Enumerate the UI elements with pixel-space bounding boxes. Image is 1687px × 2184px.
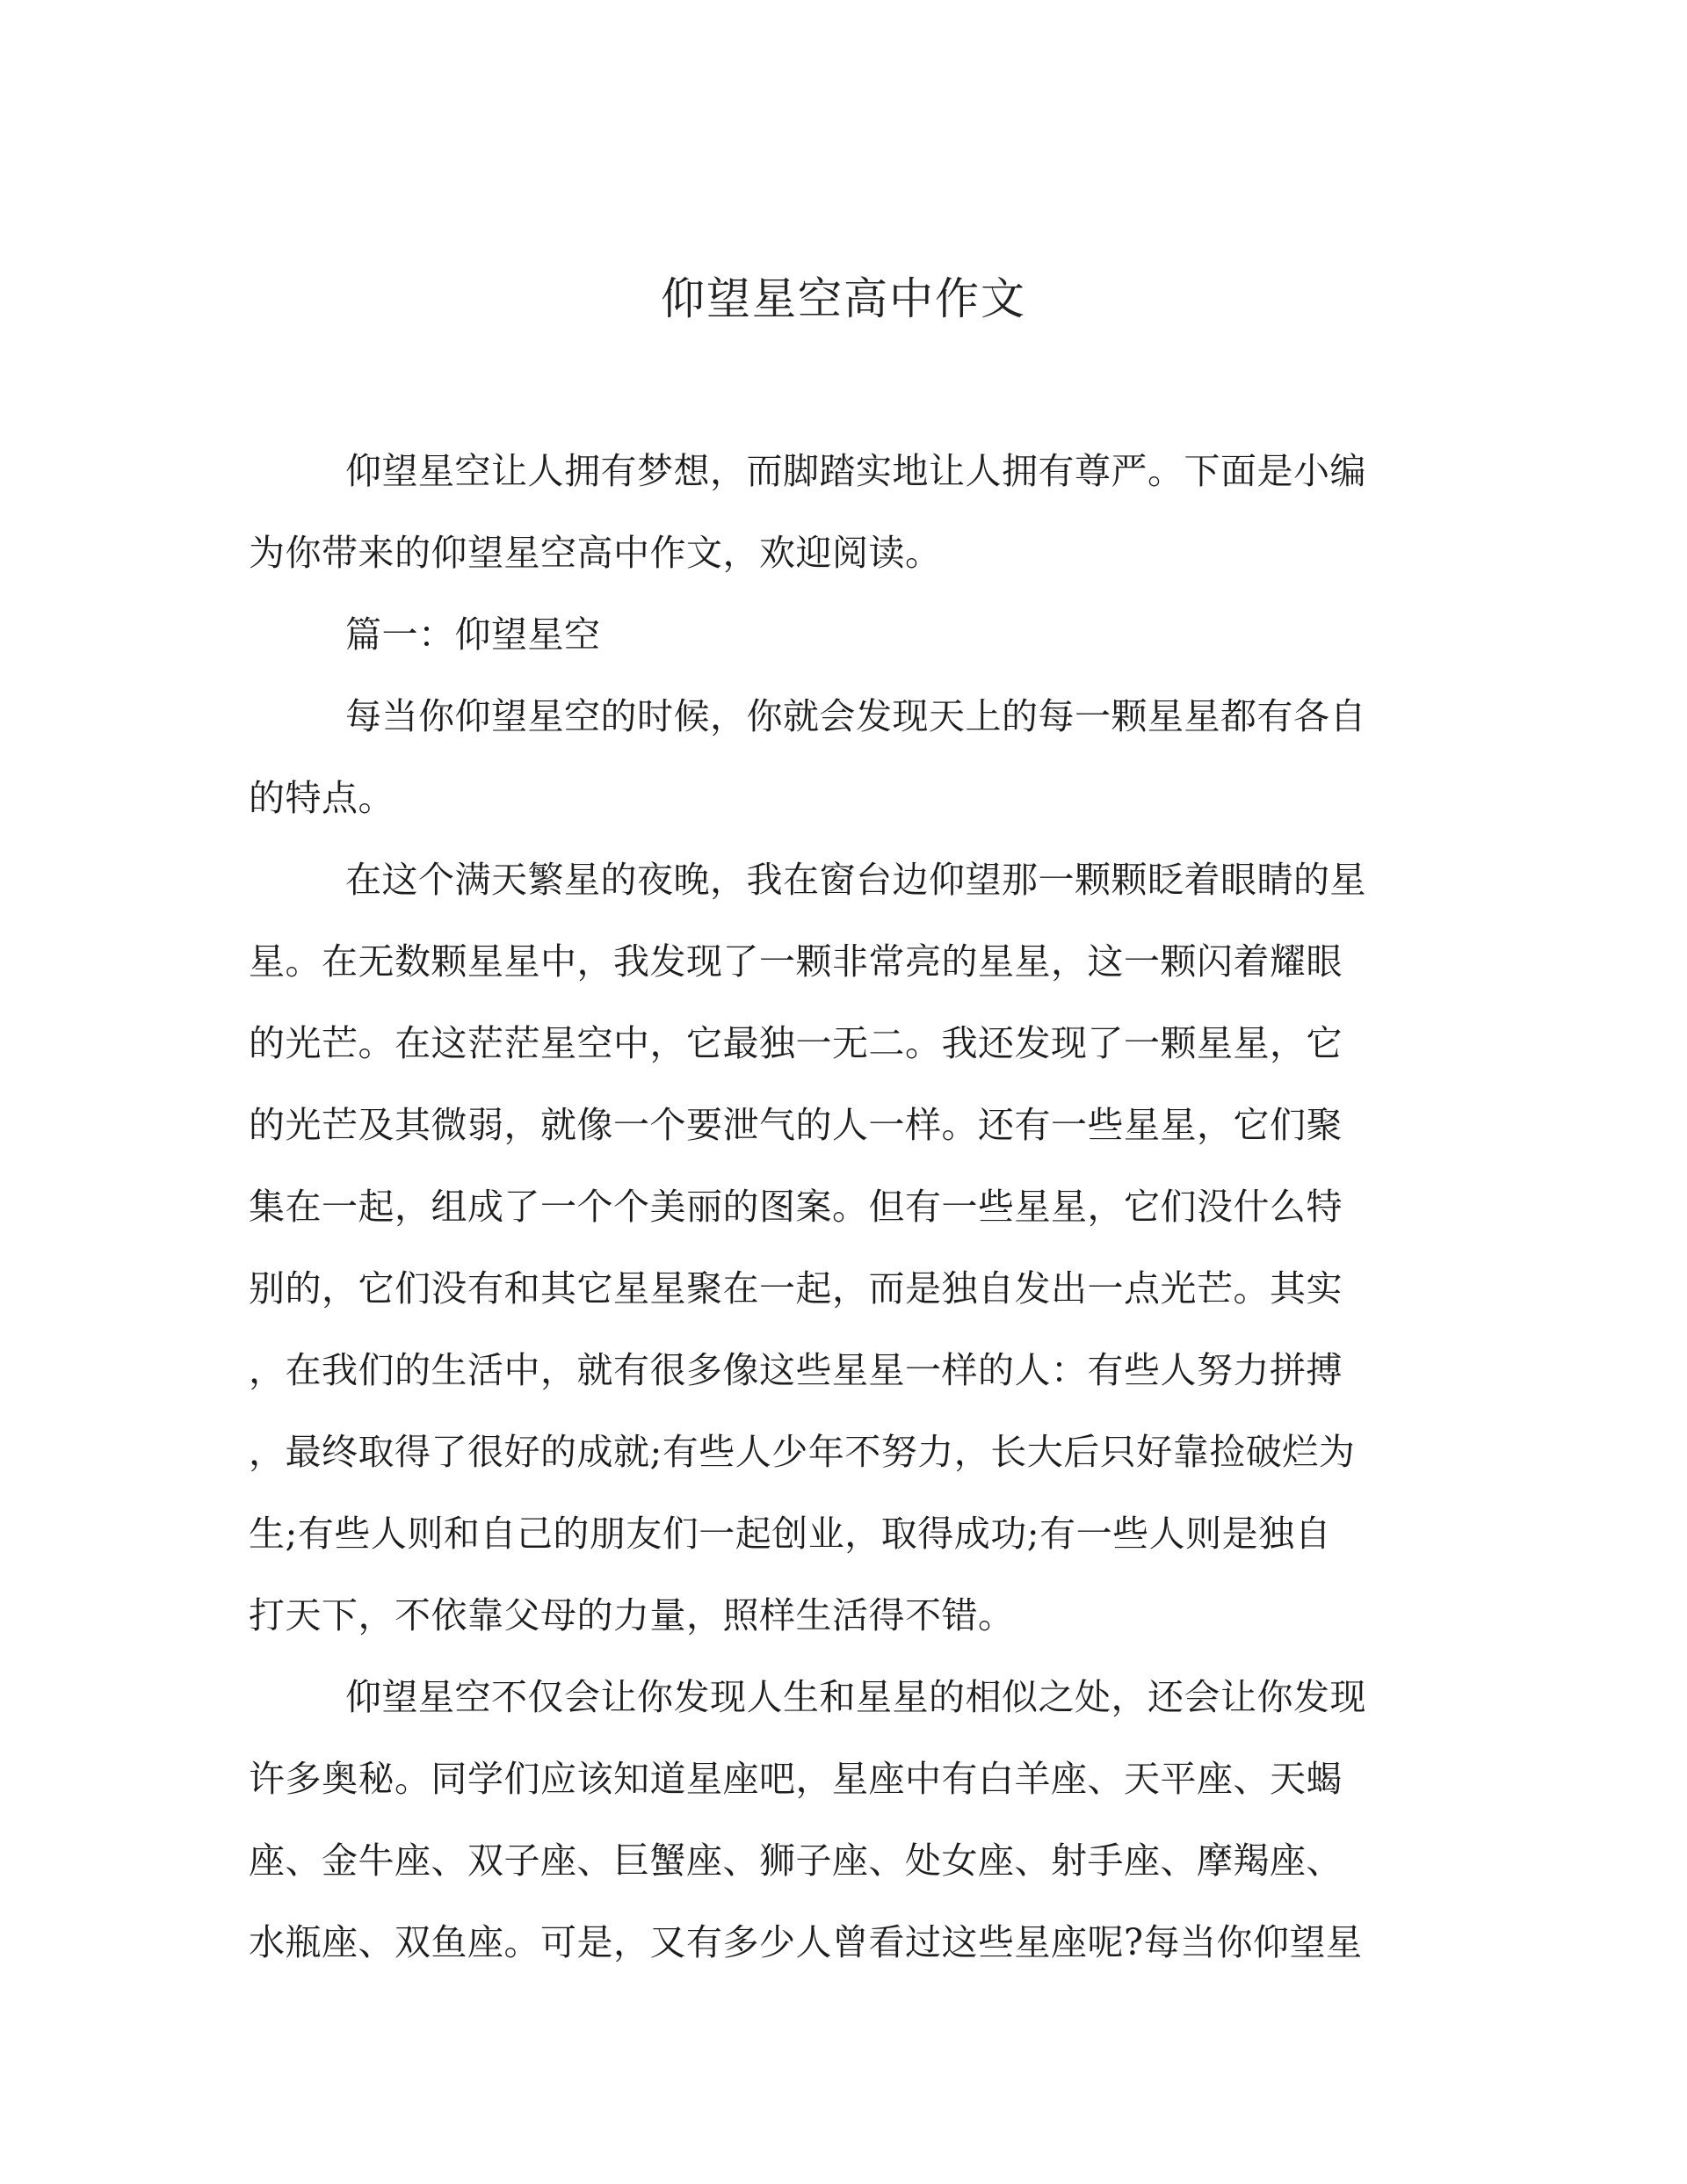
- text-line: 别的，它们没有和其它星星聚在一起，而是独自发出一点光芒。其实: [249, 1267, 1343, 1310]
- text-line: 水瓶座、双鱼座。可是，又有多少人曾看过这些星座呢?每当你仰望星: [249, 1921, 1363, 1963]
- text-line: 为你带来的仰望星空高中作文，欢迎阅读。: [249, 532, 942, 574]
- text-line: 篇一：仰望星空: [345, 613, 601, 656]
- text-line: 在这个满天繁星的夜晚，我在窗台边仰望那一颗颗眨着眼睛的星: [345, 859, 1366, 901]
- text-line: 的光芒。在这茫茫星空中，它最独一无二。我还发现了一颗星星，它: [249, 1022, 1343, 1064]
- text-line: 座、金牛座、双子座、巨蟹座、狮子座、处女座、射手座、摩羯座、: [249, 1839, 1343, 1882]
- text-line: 许多奥秘。同学们应该知道星座吧，星座中有白羊座、天平座、天蝎: [249, 1758, 1343, 1800]
- text-line: 仰望星空让人拥有梦想，而脚踏实地让人拥有尊严。下面是小编: [345, 450, 1366, 492]
- text-line: 的特点。: [249, 777, 395, 819]
- text-line: 打天下，不依靠父母的力量，照样生活得不错。: [249, 1594, 1015, 1636]
- text-line: ，在我们的生活中，就有很多像这些星星一样的人：有些人努力拼搏: [249, 1349, 1343, 1391]
- text-line: 生;有些人则和自己的朋友们一起创业，取得成功;有一些人则是独自: [249, 1513, 1332, 1555]
- text-line: 集在一起，组成了一个个美丽的图案。但有一些星星，它们没什么特: [249, 1186, 1343, 1228]
- document-title: 仰望星空高中作文: [661, 273, 1026, 324]
- document-body: [249, 431, 1426, 1984]
- text-line: ，最终取得了很好的成就;有些人少年不努力，长大后只好靠捡破烂为: [249, 1431, 1356, 1473]
- text-line: 仰望星空不仅会让你发现人生和星星的相似之处，还会让你发现: [345, 1676, 1366, 1718]
- text-line: 的光芒及其微弱，就像一个要泄气的人一样。还有一些星星，它们聚: [249, 1104, 1343, 1146]
- text-line: 每当你仰望星空的时候，你就会发现天上的每一颗星星都有各自: [345, 695, 1366, 737]
- text-line: 星。在无数颗星星中，我发现了一颗非常亮的星星，这一颗闪着耀眼: [249, 940, 1343, 983]
